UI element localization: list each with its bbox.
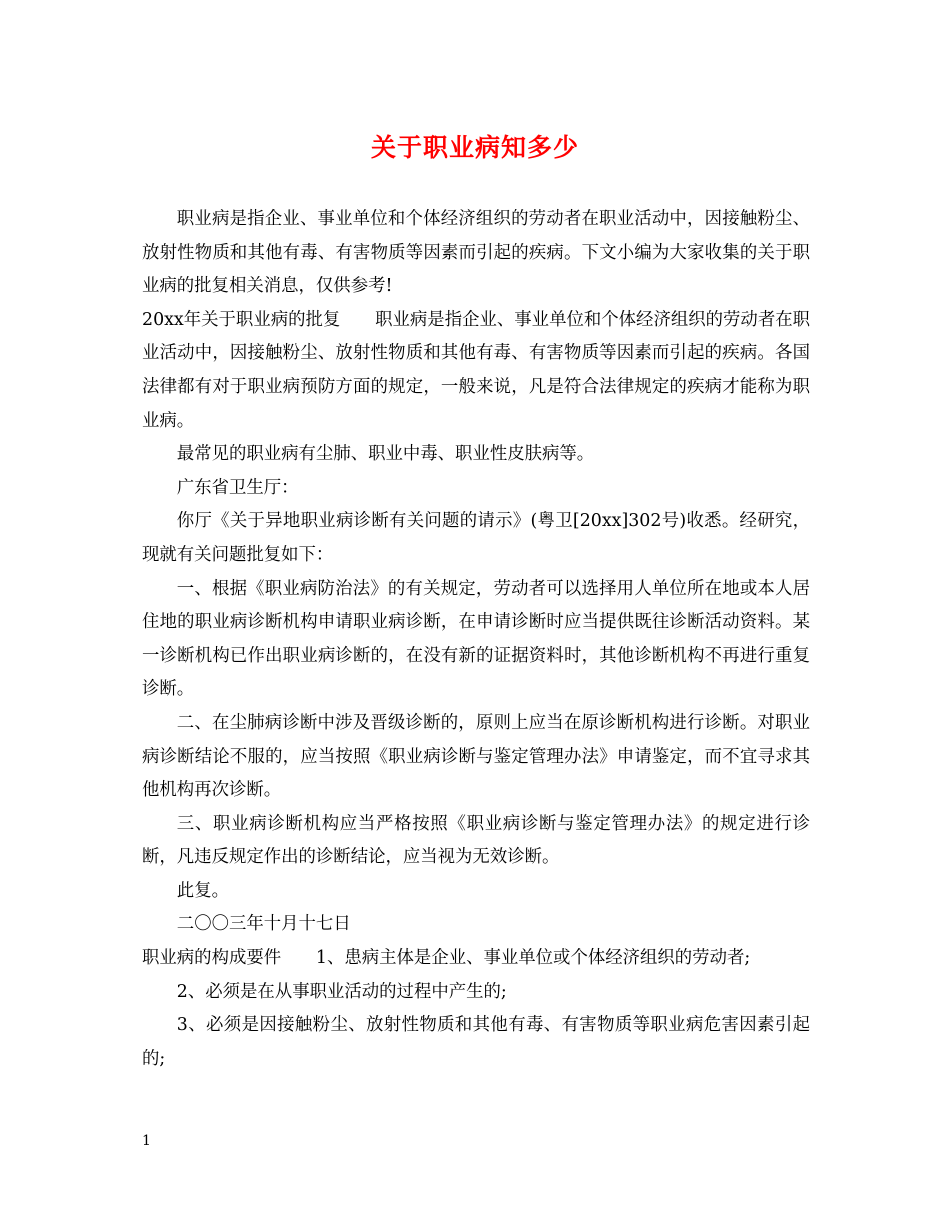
document-body xyxy=(142,203,810,1076)
paragraph: 此复。 xyxy=(176,880,229,901)
paragraph: 广东省卫生厅： xyxy=(176,477,299,498)
paragraph: 二〇〇三年十月十七日 xyxy=(176,914,351,935)
paragraph: 你厅《关于异地职业病诊断有关问题的请示》(粤卫[20xx]302号)收悉。经研究，现就有关问题批复如下： xyxy=(142,511,810,565)
paragraph: 2、必须是在从事职业活动的过程中产生的; xyxy=(176,981,507,1002)
paragraph: 一、根据《职业病防治法》的有关规定，劳动者可以选择用人单位所在地或本人居住地的职业病诊断机构申请职业病诊断，在申请诊断时应当提供既往诊断活动资料。某一诊断机构已作出职业病诊断的，在没有新的证据资料时，其他诊断机构不再进行重复诊断。 xyxy=(142,578,810,700)
paragraph: 3、必须是因接触粉尘、放射性物质和其他有毒、有害物质等职业病危害因素引起的; xyxy=(142,1015,810,1069)
paragraph: 20xx年关于职业病的批复 职业病是指企业、事业单位和个体经济组织的劳动者在职业活动中，因接触粉尘、放射性物质和其他有毒、有害物质等因素而引起的疾病。各国法律都有对于职业病预防方面的规定，一般来说，凡是符合法律规定的疾病才能称为职业病。 xyxy=(142,309,810,431)
paragraph: 二、在尘肺病诊断中涉及晋级诊断的，原则上应当在原诊断机构进行诊断。对职业病诊断结论不服的，应当按照《职业病诊断与鉴定管理办法》申请鉴定，而不宜寻求其他机构再次诊断。 xyxy=(142,712,810,801)
paragraph: 职业病是指企业、事业单位和个体经济组织的劳动者在职业活动中，因接触粉尘、放射性物质和其他有毒、有害物质等因素而引起的疾病。下文小编为大家收集的关于职业病的批复相关消息，仅供参考! xyxy=(142,209,810,297)
paragraph: 最常见的职业病有尘肺、职业中毒、职业性皮肤病等。 xyxy=(176,444,595,465)
page-number: 1 xyxy=(142,1133,151,1149)
document-title: 关于职业病知多少 xyxy=(370,133,579,162)
paragraph: 职业病的构成要件 1、患病主体是企业、事业单位或个体经济组织的劳动者; xyxy=(142,948,751,969)
paragraph: 三、职业病诊断机构应当严格按照《职业病诊断与鉴定管理办法》的规定进行诊断，凡违反规定作出的诊断结论，应当视为无效诊断。 xyxy=(142,813,810,868)
